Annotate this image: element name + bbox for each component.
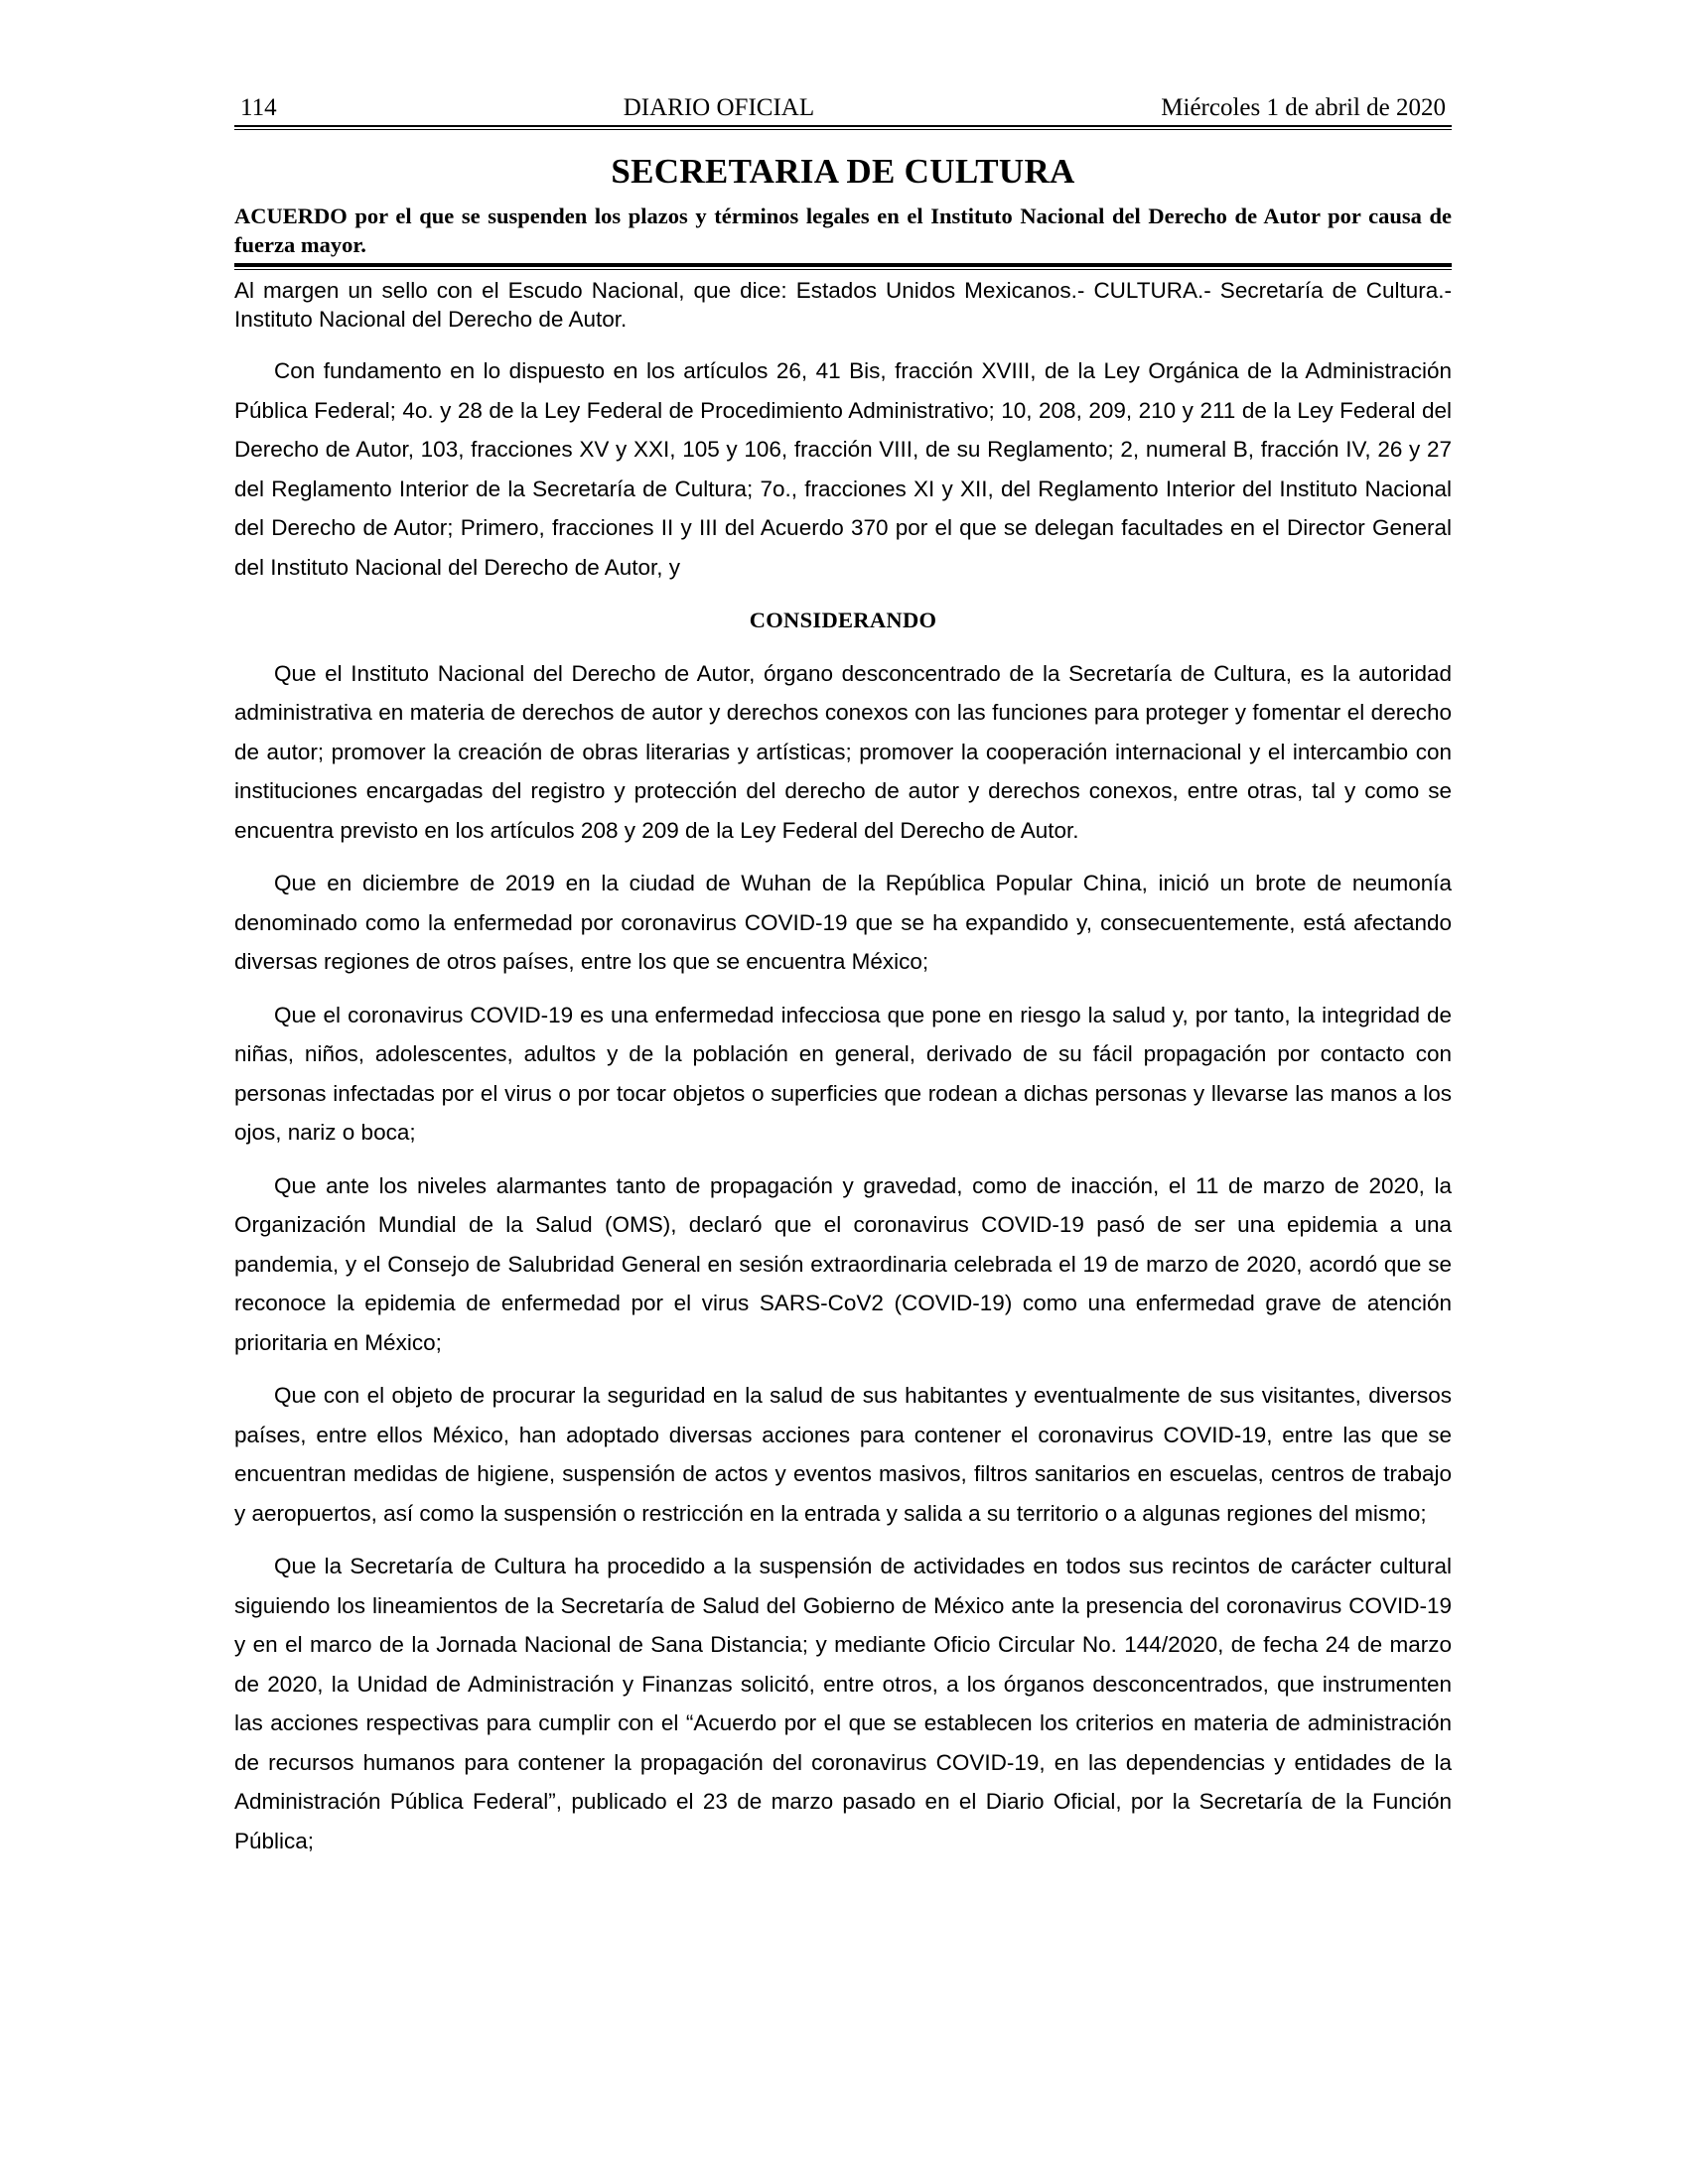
header-divider (234, 125, 1452, 130)
preamble-paragraph: Con fundamento en lo dispuesto en los artículos 26, 41 Bis, fracción XVIII, de la Ley Orgánica de la Administración Pública Federal; 4o. y 28 de la Ley Federal de Procedimiento Administrativo; 10, 208, 209, 210 y 211 de la Ley Federal del Derecho de Autor, 103, fracciones XV y XXI, 105 y 106, fracción VIII, de su Reglamento; 2, numeral B, fracción IV, 26 y 27 del Reglamento Interior de la Secretaría de Cultura; 7o., fracciones XI y XII, del Reglamento Interior del Instituto Nacional del Derecho de Autor; Primero, fracciones II y III del Acuerdo 370 por el que se delegan facultades en el Director General del Instituto Nacional del Derecho de Autor, y (234, 358, 1452, 580)
section-title: SECRETARIA DE CULTURA (611, 152, 1075, 191)
considerando-paragraph-4: Que ante los niveles alarmantes tanto de propagación y gravedad, como de inacción, el 11 de marzo de 2020, la Organización Mundial de la Salud (OMS), declaró que el coronavirus COVID-19 pasó de ser una epidemia a una pandemia, y el Consejo de Salubridad General en sesión extraordinaria celebrada el 19 de marzo de 2020, acordó que se reconoce la epidemia de enfermedad por el virus SARS-CoV2 (COVID-19) como una enfermedad grave de atención prioritaria en México; (234, 1172, 1452, 1355)
considerando-paragraph-5: Que con el objeto de procurar la seguridad en la salud de sus habitantes y eventualmente de sus visitantes, diversos países, entre ellos México, han adoptado diversas acciones para contener el coronavirus COVID-19, entre las que se encuentran medidas de higiene, suspensión de actos y eventos masivos, filtros sanitarios en escuelas, centros de trabajo y aeropuertos, así como la suspensión o restricción en la entrada y salida a su territorio o a algunas regiones del mismo; (234, 1383, 1452, 1526)
document-body (234, 351, 1452, 1860)
considerando-paragraph-2: Que en diciembre de 2019 en la ciudad de Wuhan de la República Popular China, inició un brote de neumonía denominado como la enfermedad por coronavirus COVID-19 que se ha expandido y, consecuentemente, está afectando diversas regiones de otros países, entre los que se encuentra México; (234, 871, 1452, 974)
document-summary: ACUERDO por el que se suspenden los plazos y términos legales en el Instituto Nacional del Derecho de Autor por causa de fuerza mayor. (234, 204, 1452, 257)
running-header (234, 93, 1452, 123)
publication-name: DIARIO OFICIAL (623, 94, 815, 121)
document-page (234, 93, 1452, 1874)
considerando-paragraph-6: Que la Secretaría de Cultura ha procedido a la suspensión de actividades en todos sus recintos de carácter cultural siguiendo los lineamientos de la Secretaría de Salud del Gobierno de México ante la presencia del coronavirus COVID-19 y en el marco de la Jornada Nacional de Sana Distancia; y mediante Oficio Circular No. 144/2020, de fecha 24 de marzo de 2020, la Unidad de Administración y Finanzas solicitó, entre otros, a los órganos desconcentrados, que instrumenten las acciones respectivas para cumplir con el “Acuerdo por el que se establecen los criterios en materia de administración de recursos humanos para contener la propagación del coronavirus COVID-19, en las dependencias y entidades de la Administración Pública Federal”, publicado el 23 de marzo pasado en el Diario Oficial, por la Secretaría de la Función Pública; (234, 1554, 1452, 1853)
considerando-paragraph-1: Que el Instituto Nacional del Derecho de Autor, órgano desconcentrado de la Secretaría de Cultura, es la autoridad administrativa en materia de derechos de autor y derechos conexos con las funciones para proteger y fomentar el derecho de autor; promover la creación de obras literarias y artísticas; promover la cooperación internacional y el intercambio con instituciones encargadas del registro y protección del derecho de autor y derechos conexos, entre otras, tal y como se encuentra previsto en los artículos 208 y 209 de la Ley Federal del Derecho de Autor. (234, 660, 1452, 843)
considerando-paragraph-3: Que el coronavirus COVID-19 es una enfermedad infecciosa que pone en riesgo la salud y, por tanto, la integridad de niñas, niños, adolescentes, adultos y de la población en general, derivado de su fácil propagación por contacto con personas infectadas por el virus o por tocar objetos o superficies que rodean a dichas personas y llevarse las manos a los ojos, nariz o boca; (234, 1002, 1452, 1145)
page-number: 114 (240, 94, 277, 121)
publication-date: Miércoles 1 de abril de 2020 (1161, 94, 1446, 121)
margin-note: Al margen un sello con el Escudo Nacional, que dice: Estados Unidos Mexicanos.- CULTURA.- Secretaría de Cultura.- Instituto Nacional del Derecho de Autor. (234, 278, 1452, 332)
considerando-heading: CONSIDERANDO (749, 608, 937, 632)
summary-divider (234, 263, 1452, 270)
